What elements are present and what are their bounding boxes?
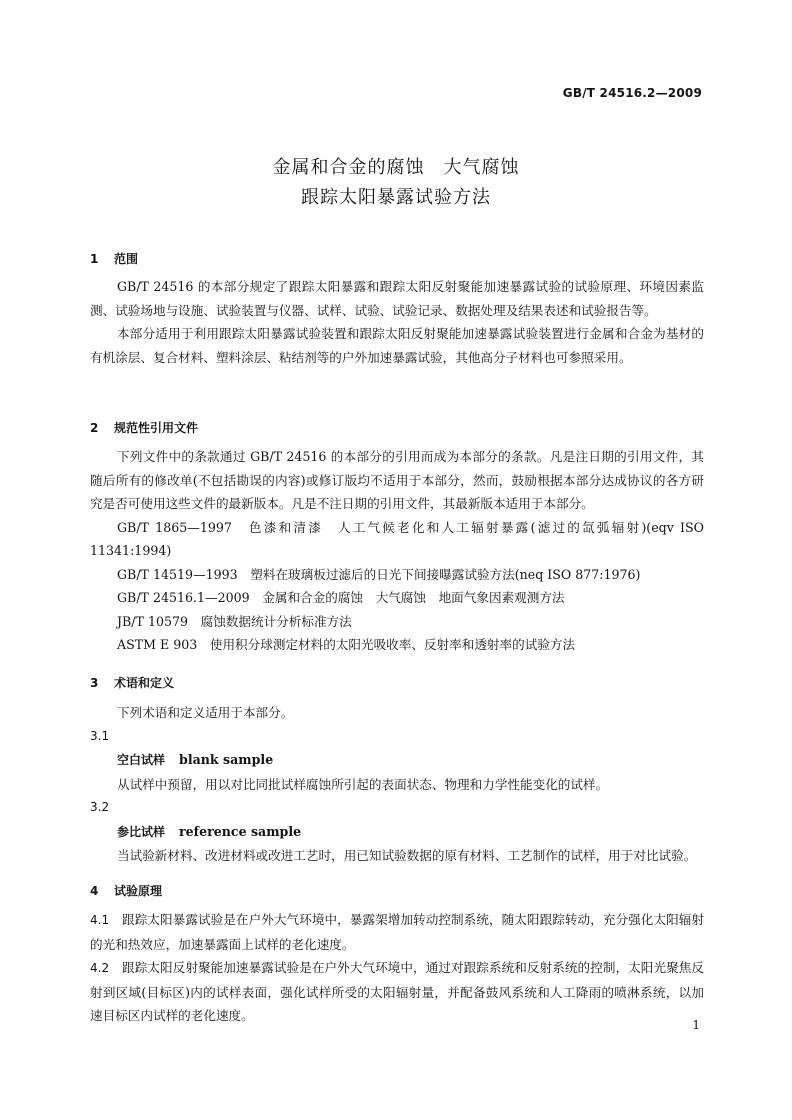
section-4-body [90, 908, 704, 1028]
clause-text: 跟踪太阳反射聚能加速暴露试验是在户外大气环境中，通过对跟踪系统和反射系统的控制，太阳光聚焦反射到区域(目标区)内的试样表面，强化试样所受的太阳辐射量，并配备鼓风系统和人工降雨的喷淋系统，以加速目标区内试样的老化速度。 [90, 960, 704, 1023]
section-2 [90, 417, 704, 441]
paragraph: 下列文件中的条款通过 GB/T 24516 的本部分的引用而成为本部分的条款。凡是注日期的引用文件，其随后所有的修改单(不包括勘误的内容)或修订版均不适用于本部分，然而，鼓励根据本部分达成协议的各方研究是否可使用这些文件的最新版本。凡是不注日期的引用文件，其最新版本适用于本部分。 [90, 449, 704, 511]
section-heading [90, 417, 704, 441]
standard-code: GB/T 24516.2—2009 [562, 86, 702, 100]
document-title-line1: 金属和合金的腐蚀 大气腐蚀 [272, 157, 520, 178]
section-title: 规范性引用文件 [114, 421, 199, 435]
clause-item [90, 908, 704, 956]
section-number: 2 [90, 421, 99, 435]
section-3 [90, 672, 704, 696]
reference-item: ASTM E 903 使用积分球测定材料的太阳光吸收率、反射率和透射率的试验方法 [117, 637, 576, 652]
term-number: 3.1 [90, 728, 110, 743]
section-heading [90, 672, 704, 696]
paragraph: GB/T 24516 的本部分规定了跟踪太阳暴露和跟踪太阳反射聚能加速暴露试验的试验原理、环境因素监测、试验场地与设施、试验装置与仪器、试样、试验、试验记录、数据处理及结果表述和试验报告等。 [90, 279, 704, 318]
term-heading [90, 748, 704, 773]
term-heading [90, 820, 704, 845]
clause-number: 4.2 [90, 961, 110, 975]
section-title: 术语和定义 [114, 676, 175, 690]
section-1 [90, 248, 704, 272]
section-number: 4 [90, 884, 99, 898]
term-zh: 空白试样 [117, 753, 166, 767]
reference-item: JB/T 10579 腐蚀数据统计分析标准方法 [117, 613, 352, 629]
section-title: 试验原理 [114, 884, 163, 898]
section-3-body [90, 701, 704, 868]
reference-item: GB/T 14519—1993 塑料在玻璃板过滤后的日光下间接曝露试验方法(neq ISO 877:1976) [117, 566, 641, 582]
page-number: 1 [692, 1018, 700, 1032]
term-number: 3.2 [90, 800, 110, 814]
clause-item [90, 956, 704, 1028]
clause-text: 跟踪太阳暴露试验是在户外大气环境中，暴露架增加转动控制系统，随太阳跟踪转动，充分强化太阳辐射的光和热效应，加速暴露面上试样的老化速度。 [90, 912, 704, 952]
paragraph: 下列术语和定义适用于本部分。 [117, 705, 294, 720]
section-number: 1 [90, 252, 99, 266]
term-en: reference sample [179, 823, 302, 839]
section-1-body [90, 275, 704, 369]
section-title: 范围 [114, 252, 139, 266]
term-definition: 当试验新材料、改进材料或改进工艺时，用已知试验数据的原有材料、工艺制作的试样，用于对比试验。 [117, 848, 697, 863]
section-4 [90, 880, 704, 904]
clause-number: 4.1 [90, 913, 110, 927]
term-definition: 从试样中预留，用以对比同批试样腐蚀所引起的表面状态、物理和力学性能变化的试样。 [117, 776, 609, 792]
reference-item: GB/T 1865—1997 色漆和清漆 人工气候老化和人工辐射暴露(滤过的氙弧辐射)(eqv ISO 11341:1994) [90, 519, 704, 558]
term-zh: 参比试样 [117, 824, 166, 839]
section-heading [90, 248, 704, 272]
section-2-body [90, 445, 704, 657]
section-number: 3 [90, 676, 99, 690]
reference-item: GB/T 24516.1—2009 金属和合金的腐蚀 大气腐蚀 地面气象因素观测方法 [117, 590, 565, 605]
term-en: blank sample [179, 752, 274, 767]
section-heading [90, 880, 704, 904]
paragraph: 本部分适用于利用跟踪太阳暴露试验装置和跟踪太阳反射聚能加速暴露试验装置进行金属和合金为基材的有机涂层、复合材料、塑料涂层、粘结剂等的户外加速暴露试验，其他高分子材料也可参照采用。 [90, 326, 704, 365]
document-title-line2: 跟踪太阳暴露试验方法 [301, 187, 491, 208]
